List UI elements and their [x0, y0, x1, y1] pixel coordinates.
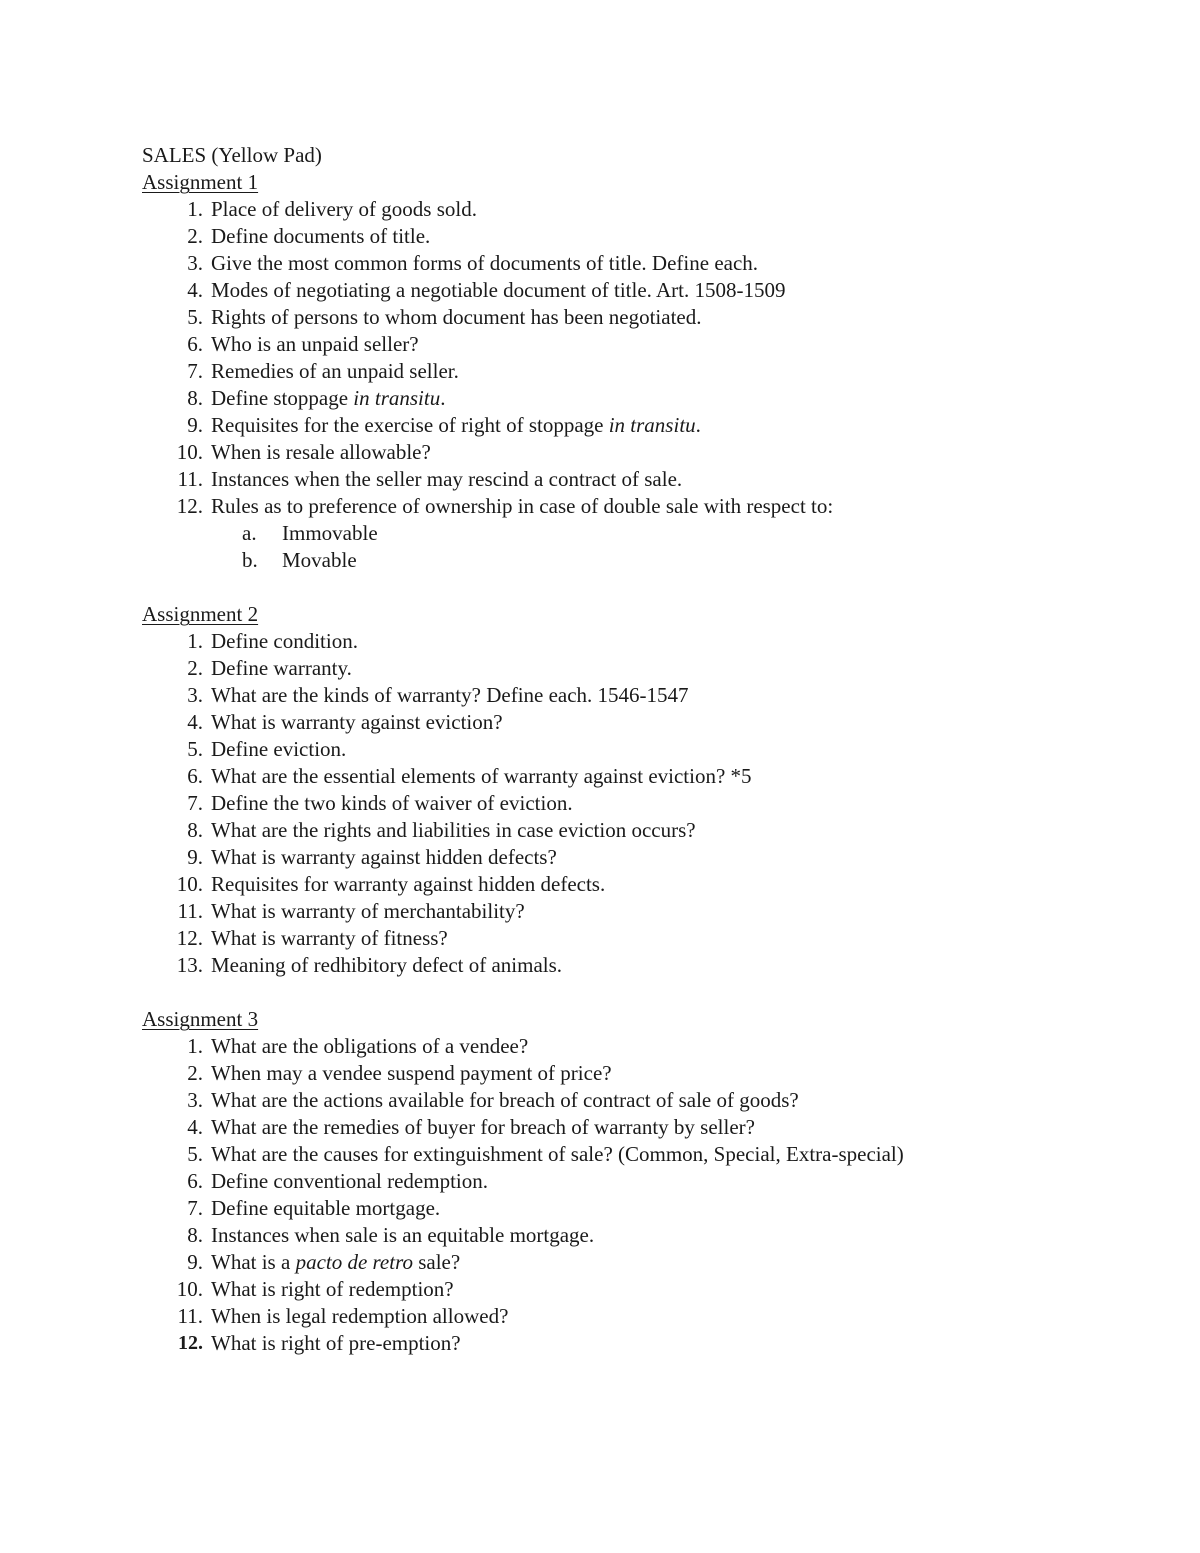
- list-item: 13. Meaning of redhibitory defect of animals.: [176, 953, 563, 977]
- list-item: 2. Define warranty.: [187, 656, 352, 680]
- list-item: 11. When is legal redemption allowed?: [177, 1304, 509, 1328]
- list-item: 11. Instances when the seller may rescind a contract of sale.: [177, 467, 683, 491]
- list-item: 12. Rules as to preference of ownership in case of double sale with respect to:: [176, 494, 834, 518]
- document-title: SALES (Yellow Pad): [142, 143, 322, 167]
- list-item: 4. Modes of negotiating a negotiable document of title. Art. 1508-1509: [187, 278, 786, 302]
- list-item: 12. What is warranty of fitness?: [176, 926, 448, 950]
- list-item: 6. Define conventional redemption.: [187, 1169, 488, 1193]
- list-item: 8. Instances when sale is an equitable mortgage.: [187, 1223, 595, 1247]
- assignment-heading: Assignment 1: [142, 170, 259, 194]
- list-item: 3. Give the most common forms of documents of title. Define each.: [187, 251, 759, 275]
- sub-list-item: b. Movable: [242, 548, 357, 572]
- list-item: 1. What are the obligations of a vendee?: [187, 1034, 529, 1058]
- list-item: 9. What is a pacto de retro sale?: [187, 1250, 461, 1274]
- spacer: [142, 574, 1042, 601]
- list-item: 8. Define stoppage in transitu.: [187, 386, 446, 410]
- list-item: 10. What is right of redemption?: [176, 1277, 454, 1301]
- list-item: 4. What are the remedies of buyer for breach of warranty by seller?: [187, 1115, 755, 1139]
- question-list: [142, 196, 1042, 520]
- list-item: 12. What is right of pre-emption?: [178, 1331, 461, 1355]
- list-item: 7. Define the two kinds of waiver of eviction.: [187, 791, 573, 815]
- list-item: 10. When is resale allowable?: [176, 440, 431, 464]
- assignment-heading: Assignment 2: [142, 602, 259, 626]
- list-item: 2. When may a vendee suspend payment of price?: [187, 1061, 612, 1085]
- list-item: 11. What is warranty of merchantability?: [177, 899, 525, 923]
- list-item: 2. Define documents of title.: [187, 224, 431, 248]
- sub-list: [142, 520, 1042, 574]
- assignment-1-section: [142, 169, 1042, 574]
- assignment-3-section: [142, 1006, 1042, 1357]
- sub-list-item: a. Immovable: [242, 521, 378, 545]
- spacer: [142, 979, 1042, 1006]
- list-item: 6. What are the essential elements of warranty against eviction? *5: [187, 764, 752, 788]
- list-item: 3. What are the kinds of warranty? Define each. 1546-1547: [187, 683, 689, 707]
- list-item: 9. Requisites for the exercise of right of stoppage in transitu.: [187, 413, 701, 437]
- list-item: 9. What is warranty against hidden defects?: [187, 845, 557, 869]
- question-list: [142, 1033, 1042, 1357]
- list-item: 3. What are the actions available for breach of contract of sale of goods?: [187, 1088, 799, 1112]
- list-item: 6. Who is an unpaid seller?: [187, 332, 419, 356]
- list-item: 10. Requisites for warranty against hidden defects.: [176, 872, 606, 896]
- list-item: 8. What are the rights and liabilities in case eviction occurs?: [187, 818, 696, 842]
- list-item: 5. Define eviction.: [187, 737, 347, 761]
- assignment-2-section: [142, 601, 1042, 979]
- list-item: 7. Define equitable mortgage.: [187, 1196, 441, 1220]
- document-page: [142, 142, 1042, 1357]
- list-item: 1. Define condition.: [187, 629, 358, 653]
- list-item: 1. Place of delivery of goods sold.: [187, 197, 477, 221]
- question-list: [142, 628, 1042, 979]
- list-item: 5. What are the causes for extinguishment of sale? (Common, Special, Extra-special): [187, 1142, 904, 1166]
- assignment-heading: Assignment 3: [142, 1007, 259, 1031]
- list-item: 4. What is warranty against eviction?: [187, 710, 503, 734]
- list-item: 5. Rights of persons to whom document has been negotiated.: [187, 305, 702, 329]
- list-item: 7. Remedies of an unpaid seller.: [187, 359, 459, 383]
